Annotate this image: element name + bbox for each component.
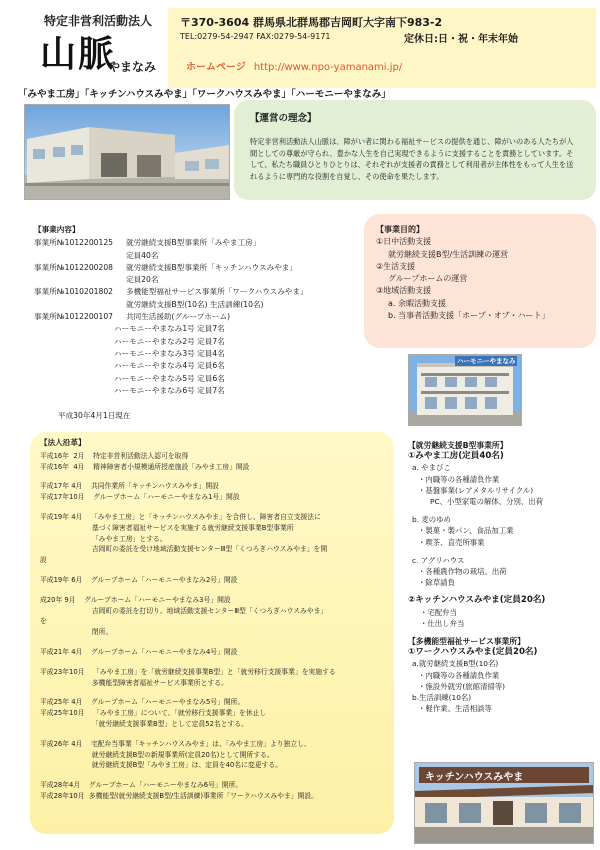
business-code: 事業所№1012200208 xyxy=(34,262,113,272)
business-row xyxy=(34,237,308,249)
facility-item: ・喫茶、直売所事業 xyxy=(418,537,485,547)
group-home-line: ハーモニーやまなみ5号 定員6名 xyxy=(114,373,225,383)
facilities-section xyxy=(408,440,598,714)
as-of-date: 平成30年4月1日現在 xyxy=(58,411,131,420)
business-row xyxy=(34,286,308,298)
business-code: 事業所№1012200107 xyxy=(34,312,113,322)
purpose-line: 就労継続支援B型/生活訓練の運営 xyxy=(388,249,509,259)
facility-item: ・宅配弁当 xyxy=(420,607,457,617)
history-entry: 平成17年 4月 共同作業所「キッチンハウスみやま」開設 xyxy=(40,482,219,491)
business-text: 共同生活援助(グループホーム) xyxy=(126,312,231,322)
facility-work-house-items xyxy=(408,658,598,714)
business-subline: 定員20名 xyxy=(126,275,159,285)
history-gap xyxy=(40,730,386,739)
history-entry: 平成21年 4月 グループホーム「ハーモニーやまなみ4号」開設 xyxy=(40,647,238,656)
history-gap xyxy=(40,566,386,575)
history-entry: 「みやま工房」とする。 xyxy=(40,534,167,543)
history-entry: 平成19年 6月 グループホーム「ハーモニーやまなみ2号」開設 xyxy=(40,575,238,584)
facility-item: ・製菓・製パン、食品加工業 xyxy=(418,526,514,536)
history-entry: 吉岡町の委託を受け地域活動支援センターⅢ型「くつろぎハウスみやま」を開 xyxy=(40,545,328,554)
facility-item: a.就労継続支援B型(10名) xyxy=(412,659,499,669)
facility-work-house: ①ワークハウスみやま(定員20名) xyxy=(408,647,538,658)
history-entry: 平成28年4月 グループホーム「ハーモニーやまなみ6号」開所。 xyxy=(40,781,243,790)
facility-item: ・基盤事業(レアメタルリサイクル) xyxy=(418,485,534,495)
history-list xyxy=(40,451,386,802)
business-subline: 就労継続支援B型(10名) 生活訓練(10名) xyxy=(126,299,264,309)
history-entry: 平成19年 4月 「みやま工房」と「キッチンハウスみやま」を合併し、障害者自立支援法に xyxy=(40,512,321,521)
group-home-sign: ハーモニーやまなみ xyxy=(457,357,516,365)
facility-item: ・仕出し弁当 xyxy=(420,618,465,628)
group-home-photo xyxy=(408,354,522,426)
kitchen-house-sign: キッチンハウスみやま xyxy=(425,772,524,783)
kitchen-house-photo xyxy=(414,762,594,844)
history-gap xyxy=(40,688,386,697)
history-entry: 平成25年 4月 グループホーム「ハーモニーやまなみ5号」開所。 xyxy=(40,698,245,707)
purpose-line: b. 当事者活動支援「ホープ・オブ・ハート」 xyxy=(388,311,550,321)
org-type: 特定非営利活動法人 xyxy=(44,14,153,28)
purpose-line: ②生活支援 xyxy=(376,261,416,271)
history-entry: 多機能型障害者福祉サービス事業所とする。 xyxy=(40,678,228,687)
facility-item: ・除草請負 xyxy=(418,578,455,588)
business-code: 事業所№1012200125 xyxy=(34,238,113,248)
purpose-title: 【事業目的】 xyxy=(376,225,424,234)
business-row xyxy=(34,262,308,274)
homepage xyxy=(186,58,402,73)
purpose-line: a. 余暇活動支援 xyxy=(388,298,446,308)
org-reading: やまなみ xyxy=(108,60,157,74)
philosophy-box xyxy=(234,100,596,200)
purpose-line: ①日中活動支援 xyxy=(376,237,432,247)
facility-item: ・内職等の各種請負作業 xyxy=(418,474,500,484)
contact-band xyxy=(168,8,596,88)
facility-item: ・各種農作物の栽培、出荷 xyxy=(418,567,507,577)
purpose-box xyxy=(364,214,596,348)
history-entry: 設 xyxy=(40,556,47,565)
business-text: 多機能型福祉サービス事業所「ワークハウスみやま」 xyxy=(126,287,308,297)
history-gap xyxy=(40,638,386,647)
facility-miyama-kobo: ①みやま工房(定員40名) xyxy=(408,451,504,462)
history-entry: 基づく障害者福祉サービスを実施する就労継続支援事業B型事業所 xyxy=(40,523,294,532)
business-code: 事業所№1010201802 xyxy=(34,287,113,297)
facility-item: b. 麦のゆめ xyxy=(412,515,451,525)
history-entry: 就労継続支援B型の新規事業所(定員20名)として開所する。 xyxy=(40,750,274,759)
history-title: 【法人沿革】 xyxy=(40,438,86,447)
facility-item: PC、小型家電の解体、分別、出荷 xyxy=(430,497,544,507)
facility-item: ・施設外就労(旅館清掃等) xyxy=(418,681,506,691)
history-entry: 平成23年10月 「みやま工房」を「就労継続支援事業B型」と「就労移行支援事業」を実施する xyxy=(40,667,336,676)
facility-gap xyxy=(408,548,598,555)
history-entry: 平成16年 4月 精神障害者小規模通所授産施設「みやま工房」開設 xyxy=(40,462,250,471)
facility-item: c. アグリハウス xyxy=(412,555,465,565)
history-gap xyxy=(40,503,386,512)
facility-item: ・内職等の各種請負作業 xyxy=(418,670,500,680)
facility-gap xyxy=(408,507,598,514)
purpose-line: グループホームの運営 xyxy=(388,274,468,284)
homepage-link[interactable]: http://www.npo-yamanami.jp/ xyxy=(253,62,403,73)
homepage-label: ホームページ xyxy=(186,62,246,73)
closed-days: 定休日:日・祝・年末年始 xyxy=(404,34,518,45)
business-title: 【事業内容】 xyxy=(34,225,80,234)
group-home-illustration xyxy=(409,355,521,425)
brand-names: 「みやま工房」「キッチンハウスみやま」「ワークハウスみやま」「ハーモニーやまなみ」 xyxy=(18,89,391,100)
philosophy-text: 特定非営利活動法人山脈は、障がい者に関わる福祉サービスの提供を通じ、障がいのある人たちが人間としての尊厳が守られ、豊かな人生を自己実現できるように支援することを責務としています。そして、私たち職員ひとりひとりは、それぞれが支援者の責務として利用者が主体性をもって人生を送れるように専門的な役割を自覚し、その使命を果たします。 xyxy=(250,137,574,181)
history-entry: 就労継続支援B型「みやま工房」は、定員を40名に変更する。 xyxy=(40,761,282,770)
facility-kitchen-house-items xyxy=(408,607,598,629)
facilities-multi-title: 【多機能型福祉サービス事業所】 xyxy=(408,637,525,647)
history-entry: 平成17年10月 グループホーム「ハーモニーやまなみ1号」開設 xyxy=(40,493,240,502)
group-home-line: ハーモニーやまなみ6号 定員7名 xyxy=(114,385,225,395)
group-home-line: ハーモニーやまなみ2号 定員7名 xyxy=(114,336,225,346)
tel-fax: TEL:0279-54-2947 FAX:0279-54-9171 xyxy=(180,32,331,41)
history-entry: 吉岡町の委託を打切り、地域活動支援センターⅢ型「くつろぎハウスみやま」 xyxy=(40,606,328,615)
history-entry: を xyxy=(40,617,47,626)
business-subline: 定員40名 xyxy=(126,250,159,260)
history-entry: 平成25年10月 「みやま工房」について、「就労移行支援事業」を休止し xyxy=(40,709,267,718)
building-photo xyxy=(24,104,230,200)
history-entry: 閉所。 xyxy=(40,628,113,637)
business-section xyxy=(34,224,308,397)
history-gap xyxy=(40,586,386,595)
group-home-line: ハーモニーやまなみ3号 定員4名 xyxy=(114,348,225,358)
business-text: 就労継続支援B型事業所「キッチンハウスみやま」 xyxy=(126,262,297,272)
history-gap xyxy=(40,472,386,481)
history-entry: 平成28年10月 多機能型(就労継続支援B型/生活訓練)事業所「ワークハウスみやま」開設。 xyxy=(40,791,318,800)
facility-kitchen-house: ②キッチンハウスみやま(定員20名) xyxy=(408,595,546,606)
philosophy-title: 【運営の理念】 xyxy=(250,113,317,124)
history-gap xyxy=(40,771,386,780)
facilities-b-title: 【就労継続支援B型事業所】 xyxy=(408,441,508,450)
address: 〒370-3604 群馬県北群馬郡吉岡町大字南下983-2 xyxy=(180,16,443,29)
facility-miyama-kobo-items xyxy=(408,462,598,588)
purpose-line: ③地域活動支援 xyxy=(376,286,432,296)
history-entry: 成20年 9月 グループホーム「ハーモニーやまなみ3号」開設 xyxy=(40,595,231,604)
purpose-list xyxy=(376,236,550,322)
group-home-line: ハーモニーやまなみ1号 定員7名 xyxy=(114,324,225,334)
history-entry: 平成16年 2月 特定非営利活動法人認可を取得 xyxy=(40,451,189,460)
org-name: 山脈 xyxy=(40,33,117,75)
facility-item: ・軽作業、生活相談等 xyxy=(418,704,492,714)
history-gap xyxy=(40,658,386,667)
history-box xyxy=(30,432,394,834)
group-home-line: ハーモニーやまなみ4号 定員6名 xyxy=(114,361,225,371)
business-row xyxy=(34,311,308,323)
facility-item: a. やまびこ xyxy=(412,463,451,473)
business-list xyxy=(34,237,308,397)
facility-item: b.生活訓練(10名) xyxy=(412,693,472,703)
history-entry: 平成26年 4月 宅配弁当事業「キッチンハウスみやま」は、「みやま工房」より独立し、 xyxy=(40,739,311,748)
building-illustration xyxy=(25,105,229,199)
history-entry: 「就労継続支援事業B型」として定員52名とする。 xyxy=(40,719,248,728)
business-text: 就労継続支援B型事業所「みやま工房」 xyxy=(126,238,261,248)
